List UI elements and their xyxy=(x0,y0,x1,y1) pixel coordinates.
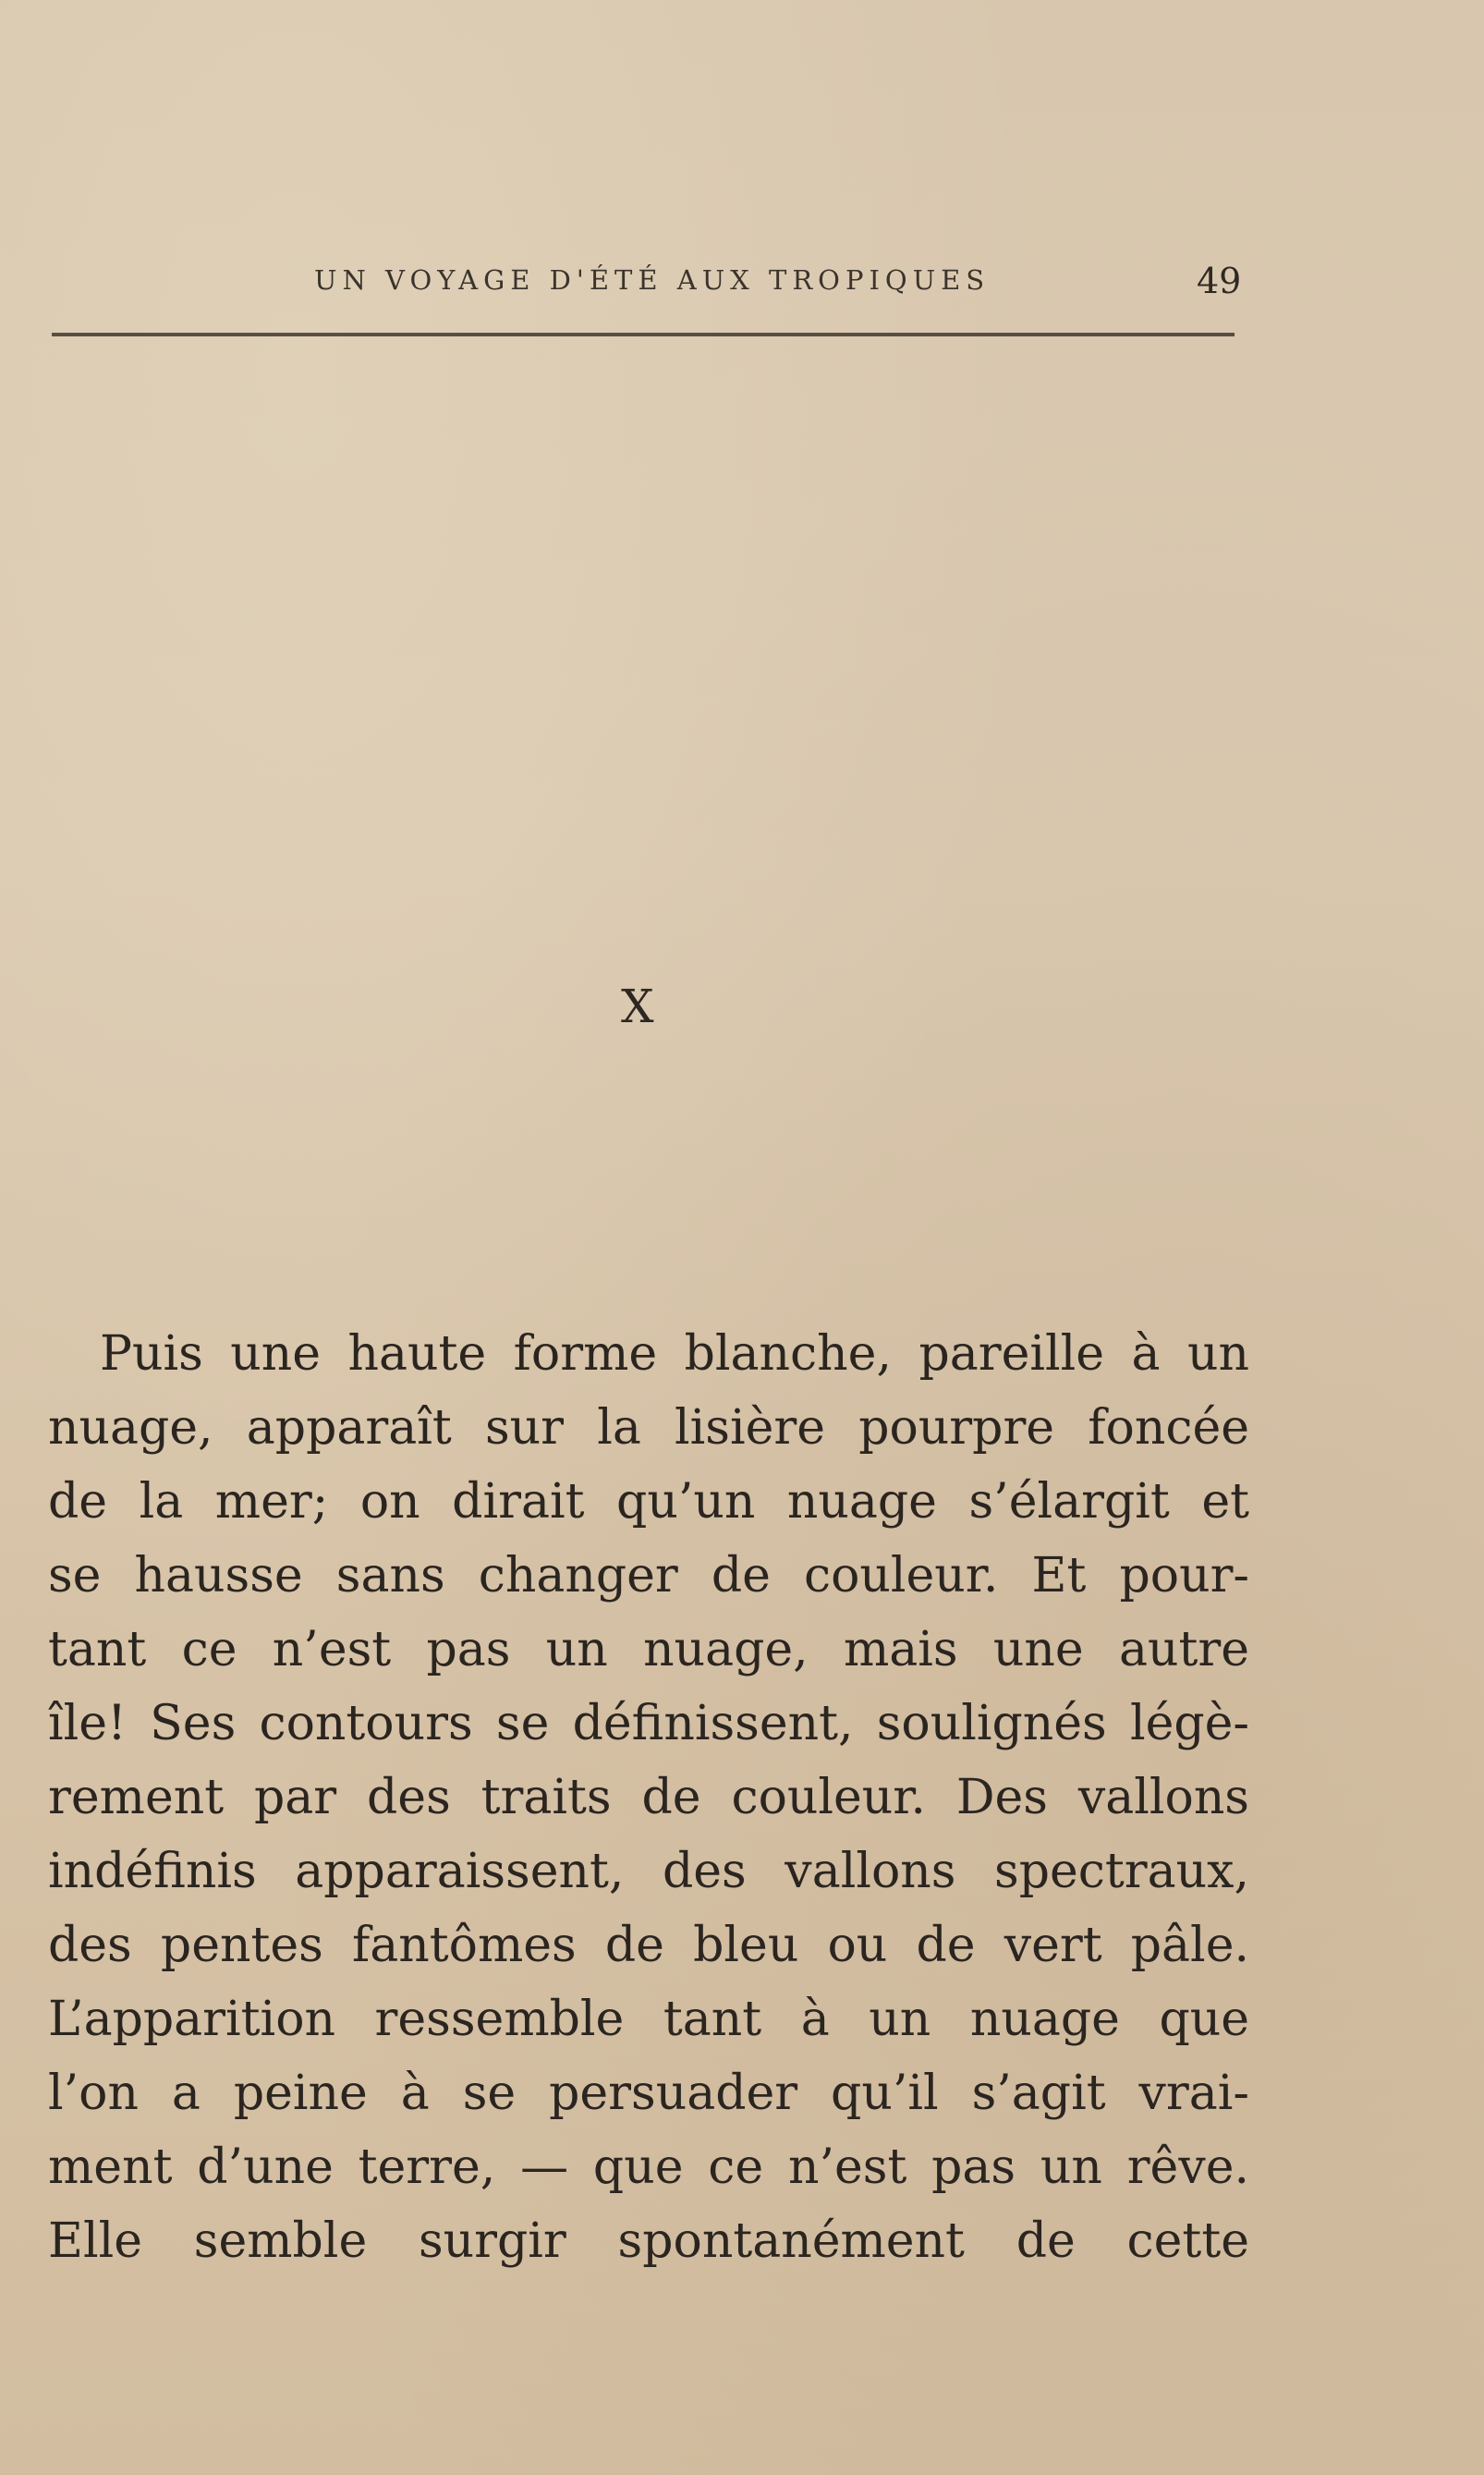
text-line: se hausse sans changer de couleur. Et pour- xyxy=(48,1548,1249,1603)
text-line: indéfinis apparaissent, des vallons spectraux, xyxy=(48,1844,1249,1899)
chapter-numeral: X xyxy=(621,980,654,1033)
header-rule xyxy=(52,333,1235,336)
text-line: Elle semble surgir spontanément de cette xyxy=(48,2213,1249,2269)
text-line: Puis une haute forme blanche, pareille à un xyxy=(100,1326,1249,1382)
page-number: 49 xyxy=(1197,261,1242,301)
text-line: L’apparition ressemble tant à un nuage que xyxy=(48,1992,1249,2047)
text-line: des pentes fantômes de bleu ou de vert pâle. xyxy=(48,1918,1249,1973)
text-line: tant ce n’est pas un nuage, mais une autre xyxy=(48,1622,1249,1677)
text-line: île! Ses contours se définissent, soulignés légè- xyxy=(48,1696,1249,1751)
running-head: UN VOYAGE D'ÉTÉ AUX TROPIQUES xyxy=(314,264,991,296)
text-line: rement par des traits de couleur. Des vallons xyxy=(48,1770,1249,1825)
text-line: ment d’une terre, — que ce n’est pas un rêve. xyxy=(48,2140,1249,2195)
text-line: de la mer; on dirait qu’un nuage s’élargit et xyxy=(48,1474,1249,1530)
text-line: nuage, apparaît sur la lisière pourpre foncée xyxy=(48,1400,1249,1456)
text-line: l’on a peine à se persuader qu’il s’agit vrai- xyxy=(48,2066,1249,2121)
body-text xyxy=(48,1317,1249,2278)
